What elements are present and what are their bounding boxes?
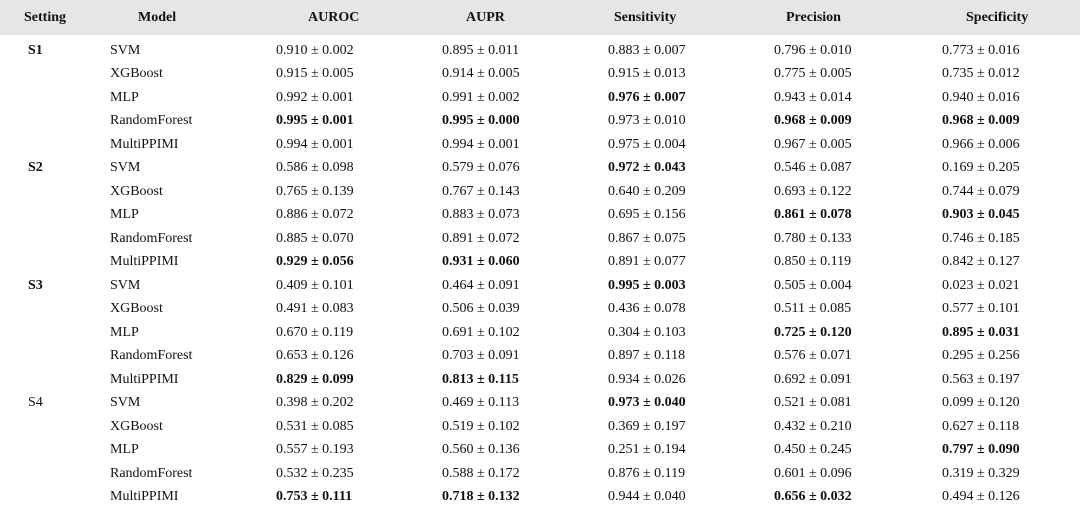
setting-cell: [0, 486, 110, 509]
auroc-cell: 0.994 ± 0.001: [270, 133, 436, 157]
model-cell: XGBoost: [110, 415, 270, 439]
model-cell: XGBoost: [110, 298, 270, 322]
sensitivity-cell: 0.695 ± 0.156: [602, 204, 768, 228]
model-cell: MLP: [110, 204, 270, 228]
auroc-cell: 0.532 ± 0.235: [270, 462, 436, 486]
precision-cell: 0.796 ± 0.010: [768, 35, 934, 63]
setting-cell: [0, 180, 110, 204]
model-cell: SVM: [110, 392, 270, 416]
aupr-cell: 0.718 ± 0.132: [436, 486, 602, 509]
model-cell: MultiPPIMI: [110, 368, 270, 392]
setting-cell: [0, 204, 110, 228]
sensitivity-cell: 0.883 ± 0.007: [602, 35, 768, 63]
sensitivity-cell: 0.891 ± 0.077: [602, 251, 768, 275]
sensitivity-cell: 0.934 ± 0.026: [602, 368, 768, 392]
specificity-cell: 0.319 ± 0.329: [934, 462, 1080, 486]
sensitivity-cell: 0.975 ± 0.004: [602, 133, 768, 157]
aupr-cell: 0.895 ± 0.011: [436, 35, 602, 63]
auroc-cell: 0.929 ± 0.056: [270, 251, 436, 275]
auroc-cell: 0.398 ± 0.202: [270, 392, 436, 416]
header-specificity: Specificity: [934, 0, 1080, 35]
aupr-cell: 0.519 ± 0.102: [436, 415, 602, 439]
table-row: [0, 462, 1080, 486]
precision-cell: 0.780 ± 0.133: [768, 227, 934, 251]
table-row: [0, 227, 1080, 251]
setting-cell: [0, 345, 110, 369]
table-row: [0, 486, 1080, 509]
table-row: [0, 63, 1080, 87]
precision-cell: 0.850 ± 0.119: [768, 251, 934, 275]
model-cell: MLP: [110, 321, 270, 345]
sensitivity-cell: 0.897 ± 0.118: [602, 345, 768, 369]
aupr-cell: 0.579 ± 0.076: [436, 157, 602, 181]
aupr-cell: 0.703 ± 0.091: [436, 345, 602, 369]
precision-cell: 0.546 ± 0.087: [768, 157, 934, 181]
precision-cell: 0.775 ± 0.005: [768, 63, 934, 87]
model-cell: RandomForest: [110, 110, 270, 134]
specificity-cell: 0.577 ± 0.101: [934, 298, 1080, 322]
aupr-cell: 0.560 ± 0.136: [436, 439, 602, 463]
sensitivity-cell: 0.972 ± 0.043: [602, 157, 768, 181]
table-row: [0, 251, 1080, 275]
specificity-cell: 0.735 ± 0.012: [934, 63, 1080, 87]
table-body: [0, 35, 1080, 509]
aupr-cell: 0.464 ± 0.091: [436, 274, 602, 298]
setting-cell: [0, 368, 110, 392]
specificity-cell: 0.746 ± 0.185: [934, 227, 1080, 251]
precision-cell: 0.432 ± 0.210: [768, 415, 934, 439]
table-row: [0, 204, 1080, 228]
precision-cell: 0.968 ± 0.009: [768, 110, 934, 134]
setting-cell: S1: [0, 35, 110, 63]
auroc-cell: 0.409 ± 0.101: [270, 274, 436, 298]
specificity-cell: 0.295 ± 0.256: [934, 345, 1080, 369]
model-cell: RandomForest: [110, 462, 270, 486]
setting-cell: [0, 439, 110, 463]
table-row: [0, 35, 1080, 63]
aupr-cell: 0.813 ± 0.115: [436, 368, 602, 392]
table-row: [0, 157, 1080, 181]
model-cell: SVM: [110, 35, 270, 63]
specificity-cell: 0.903 ± 0.045: [934, 204, 1080, 228]
sensitivity-cell: 0.867 ± 0.075: [602, 227, 768, 251]
sensitivity-cell: 0.640 ± 0.209: [602, 180, 768, 204]
specificity-cell: 0.895 ± 0.031: [934, 321, 1080, 345]
sensitivity-cell: 0.251 ± 0.194: [602, 439, 768, 463]
model-cell: SVM: [110, 157, 270, 181]
aupr-cell: 0.588 ± 0.172: [436, 462, 602, 486]
specificity-cell: 0.773 ± 0.016: [934, 35, 1080, 63]
sensitivity-cell: 0.436 ± 0.078: [602, 298, 768, 322]
table-row: [0, 86, 1080, 110]
precision-cell: 0.861 ± 0.078: [768, 204, 934, 228]
precision-cell: 0.656 ± 0.032: [768, 486, 934, 509]
specificity-cell: 0.023 ± 0.021: [934, 274, 1080, 298]
header-row: [0, 0, 1080, 35]
sensitivity-cell: 0.995 ± 0.003: [602, 274, 768, 298]
precision-cell: 0.943 ± 0.014: [768, 86, 934, 110]
precision-cell: 0.521 ± 0.081: [768, 392, 934, 416]
specificity-cell: 0.169 ± 0.205: [934, 157, 1080, 181]
sensitivity-cell: 0.973 ± 0.010: [602, 110, 768, 134]
auroc-cell: 0.995 ± 0.001: [270, 110, 436, 134]
aupr-cell: 0.469 ± 0.113: [436, 392, 602, 416]
model-cell: MultiPPIMI: [110, 251, 270, 275]
table-row: [0, 439, 1080, 463]
table-row: [0, 368, 1080, 392]
header-aupr: AUPR: [436, 0, 602, 35]
setting-cell: [0, 227, 110, 251]
aupr-cell: 0.883 ± 0.073: [436, 204, 602, 228]
specificity-cell: 0.563 ± 0.197: [934, 368, 1080, 392]
sensitivity-cell: 0.915 ± 0.013: [602, 63, 768, 87]
setting-cell: [0, 321, 110, 345]
auroc-cell: 0.586 ± 0.098: [270, 157, 436, 181]
model-cell: RandomForest: [110, 227, 270, 251]
auroc-cell: 0.491 ± 0.083: [270, 298, 436, 322]
header-precision: Precision: [768, 0, 934, 35]
precision-cell: 0.450 ± 0.245: [768, 439, 934, 463]
setting-cell: [0, 251, 110, 275]
precision-cell: 0.505 ± 0.004: [768, 274, 934, 298]
specificity-cell: 0.797 ± 0.090: [934, 439, 1080, 463]
table-row: [0, 180, 1080, 204]
table-row: [0, 133, 1080, 157]
header-setting: Setting: [0, 0, 110, 35]
aupr-cell: 0.995 ± 0.000: [436, 110, 602, 134]
aupr-cell: 0.506 ± 0.039: [436, 298, 602, 322]
model-cell: MultiPPIMI: [110, 133, 270, 157]
aupr-cell: 0.767 ± 0.143: [436, 180, 602, 204]
precision-cell: 0.511 ± 0.085: [768, 298, 934, 322]
setting-cell: S2: [0, 157, 110, 181]
table-row: [0, 274, 1080, 298]
precision-cell: 0.692 ± 0.091: [768, 368, 934, 392]
model-cell: RandomForest: [110, 345, 270, 369]
aupr-cell: 0.931 ± 0.060: [436, 251, 602, 275]
auroc-cell: 0.670 ± 0.119: [270, 321, 436, 345]
setting-cell: [0, 298, 110, 322]
auroc-cell: 0.531 ± 0.085: [270, 415, 436, 439]
table-row: [0, 345, 1080, 369]
aupr-cell: 0.691 ± 0.102: [436, 321, 602, 345]
aupr-cell: 0.891 ± 0.072: [436, 227, 602, 251]
model-cell: MultiPPIMI: [110, 486, 270, 509]
setting-cell: S4: [0, 392, 110, 416]
specificity-cell: 0.966 ± 0.006: [934, 133, 1080, 157]
setting-cell: [0, 415, 110, 439]
table-row: [0, 321, 1080, 345]
specificity-cell: 0.968 ± 0.009: [934, 110, 1080, 134]
setting-cell: [0, 110, 110, 134]
sensitivity-cell: 0.976 ± 0.007: [602, 86, 768, 110]
sensitivity-cell: 0.876 ± 0.119: [602, 462, 768, 486]
precision-cell: 0.725 ± 0.120: [768, 321, 934, 345]
specificity-cell: 0.940 ± 0.016: [934, 86, 1080, 110]
precision-cell: 0.576 ± 0.071: [768, 345, 934, 369]
auroc-cell: 0.653 ± 0.126: [270, 345, 436, 369]
specificity-cell: 0.842 ± 0.127: [934, 251, 1080, 275]
precision-cell: 0.601 ± 0.096: [768, 462, 934, 486]
auroc-cell: 0.753 ± 0.111: [270, 486, 436, 509]
header-sensitivity: Sensitivity: [602, 0, 768, 35]
aupr-cell: 0.994 ± 0.001: [436, 133, 602, 157]
auroc-cell: 0.915 ± 0.005: [270, 63, 436, 87]
specificity-cell: 0.744 ± 0.079: [934, 180, 1080, 204]
auroc-cell: 0.557 ± 0.193: [270, 439, 436, 463]
specificity-cell: 0.627 ± 0.118: [934, 415, 1080, 439]
precision-cell: 0.693 ± 0.122: [768, 180, 934, 204]
auroc-cell: 0.992 ± 0.001: [270, 86, 436, 110]
model-cell: XGBoost: [110, 63, 270, 87]
table-row: [0, 415, 1080, 439]
table-row: [0, 298, 1080, 322]
model-cell: MLP: [110, 439, 270, 463]
header-auroc: AUROC: [270, 0, 436, 35]
table-row: [0, 110, 1080, 134]
aupr-cell: 0.914 ± 0.005: [436, 63, 602, 87]
specificity-cell: 0.494 ± 0.126: [934, 486, 1080, 509]
auroc-cell: 0.765 ± 0.139: [270, 180, 436, 204]
model-cell: SVM: [110, 274, 270, 298]
table-header: [0, 0, 1080, 35]
aupr-cell: 0.991 ± 0.002: [436, 86, 602, 110]
sensitivity-cell: 0.973 ± 0.040: [602, 392, 768, 416]
header-model: Model: [110, 0, 270, 35]
setting-cell: [0, 86, 110, 110]
auroc-cell: 0.885 ± 0.070: [270, 227, 436, 251]
specificity-cell: 0.099 ± 0.120: [934, 392, 1080, 416]
precision-cell: 0.967 ± 0.005: [768, 133, 934, 157]
sensitivity-cell: 0.369 ± 0.197: [602, 415, 768, 439]
setting-cell: [0, 63, 110, 87]
auroc-cell: 0.910 ± 0.002: [270, 35, 436, 63]
setting-cell: [0, 462, 110, 486]
sensitivity-cell: 0.944 ± 0.040: [602, 486, 768, 509]
model-cell: XGBoost: [110, 180, 270, 204]
table-row: [0, 392, 1080, 416]
model-cell: MLP: [110, 86, 270, 110]
auroc-cell: 0.829 ± 0.099: [270, 368, 436, 392]
sensitivity-cell: 0.304 ± 0.103: [602, 321, 768, 345]
setting-cell: [0, 133, 110, 157]
setting-cell: S3: [0, 274, 110, 298]
auroc-cell: 0.886 ± 0.072: [270, 204, 436, 228]
